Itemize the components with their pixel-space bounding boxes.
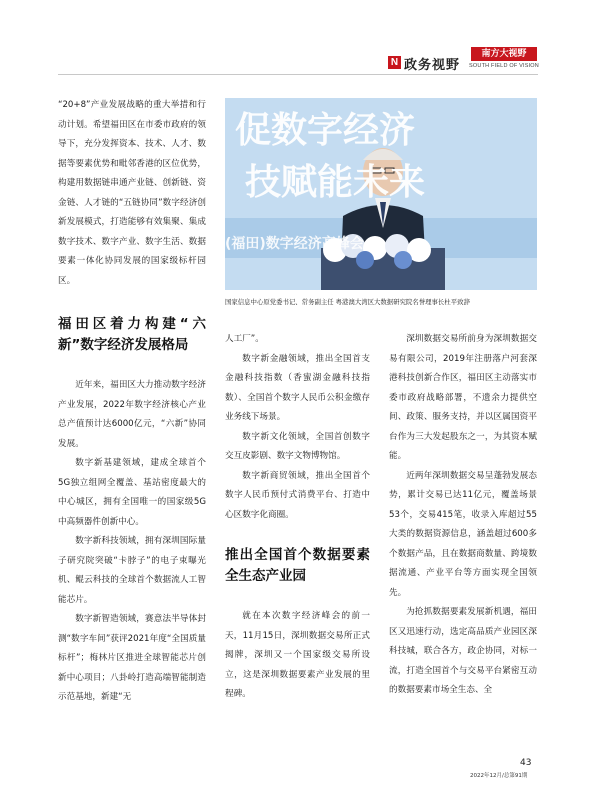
speaker-illustration — [225, 98, 537, 290]
photo-caption: 国家信息中心原党委书记、常务副主任 粤港澳大湾区大数据研究院名誉理事长杜平致辞 — [225, 298, 470, 306]
section-tag: 南方大视野 — [471, 47, 537, 61]
paragraph: 就在本次数字经济峰会的前一天，11月15日，深圳数据交易所正式揭牌，深圳又一个国家级交易所设立，这是深圳数据要素产业发展的里程碑。 — [225, 611, 370, 699]
paragraph: 数字新金融领域，推出全国首支金融科技指数（香蜜湖金融科技指数）、全国首个数字人民币公积金缴存业务线下场景。 — [225, 353, 370, 422]
event-photo — [225, 98, 537, 290]
paragraph: 数字新基建领域，建成全球首个5G独立组网全覆盖、基站密度最大的中心城区，拥有全国唯一的国家级5G中高频器件创新中心。 — [58, 458, 206, 527]
paragraph: 近两年深圳数据交易呈蓬勃发展态势，累计交易已达11亿元，覆盖场景53个，交易415笔，收录入库超过55大类的数据资源信息，涵盖超过600多个数据产品，且在数据商数量、跨境数据流通、产业平台等方面实现全国领先。 — [389, 470, 537, 598]
section-title: 政务视野 — [404, 58, 461, 73]
section-heading-six-new: 福田区着力构建“六新”数字经济发展格局 — [58, 316, 206, 353]
section-subtitle: SOUTH FIELD OF VISION — [469, 63, 539, 69]
right-column — [389, 330, 537, 701]
middle-column — [225, 330, 370, 705]
issue-info: 2022年12月/总第91期 — [470, 773, 528, 779]
left-column — [58, 96, 206, 708]
magazine-logo-icon: N — [388, 56, 401, 69]
paragraph: 数字新智造领域，赛意法半导体封测“数字车间”获评2021年度“全国质量标杆”；梅林片区推进全球智能芯片创新中心项目；八卦岭打造高端智能制造示范基地，新建“无 — [58, 614, 206, 702]
paragraph: 数字新文化领域，全国首创数字交互皮影剧、数字文物博物馆。 — [225, 431, 370, 461]
paragraph: 数字新商贸领域，推出全国首个数字人民币预付式消费平台、打造中心区数字化商圈。 — [225, 470, 370, 520]
banner-line-2: 技赋能未来 — [245, 161, 426, 203]
banner-line-1: 促数字经济 — [235, 109, 416, 151]
paragraph: 近年来，福田区大力推动数字经济产业发展，2022年数字经济核心产业总产值预计达6000亿元，“六新”协同发展。 — [58, 380, 206, 449]
section-heading-data-park: 推出全国首个数据要素全生态产业园 — [225, 547, 370, 584]
paragraph-intro-continued: “20+8”产业发展战略的重大举措和行动计划。希望福田区在市委市政府的领导下，充分发挥资本、技术、人才、数据等要素优势和毗邻香港的区位优势，构建用数据链串通产业链、创新链、资金链、人才链的“五链协同”数字经济创新发展模式，打造能够有效集聚、集成数字技术、数字产业、数字生活、数据要素一体化协同发展的国家级标杆园区。 — [58, 100, 206, 286]
paragraph: 深圳数据交易所前身为深圳数据交易有限公司，2019年注册落户河套深港科技创新合作区，福田区主动落实市委市政府战略部署，不遗余力提供空间、政策、服务支持，并以区属国资平台作为三大发起股东之一，为其资本赋能。 — [389, 334, 537, 461]
paragraph: 为抢抓数据要素发展新机遇，福田区又迅速行动，选定高品质产业园区深科技城，联合各方，政企协同，对标一流，打造全国首个与交易平台紧密互动的数据要素市场全生态、全 — [389, 607, 537, 695]
header-divider — [58, 74, 538, 75]
paragraph-continued: 人工厂”。 — [225, 334, 264, 344]
paragraph: 数字新科技领域，拥有深圳国际量子研究院突破“卡脖子”的电子束曝光机、鲲云科技的全球首个数据流人工智能芯片。 — [58, 536, 206, 605]
page-number: 43 — [520, 758, 532, 768]
banner-line-3: (福田)数字经济高峰会 — [225, 236, 364, 252]
